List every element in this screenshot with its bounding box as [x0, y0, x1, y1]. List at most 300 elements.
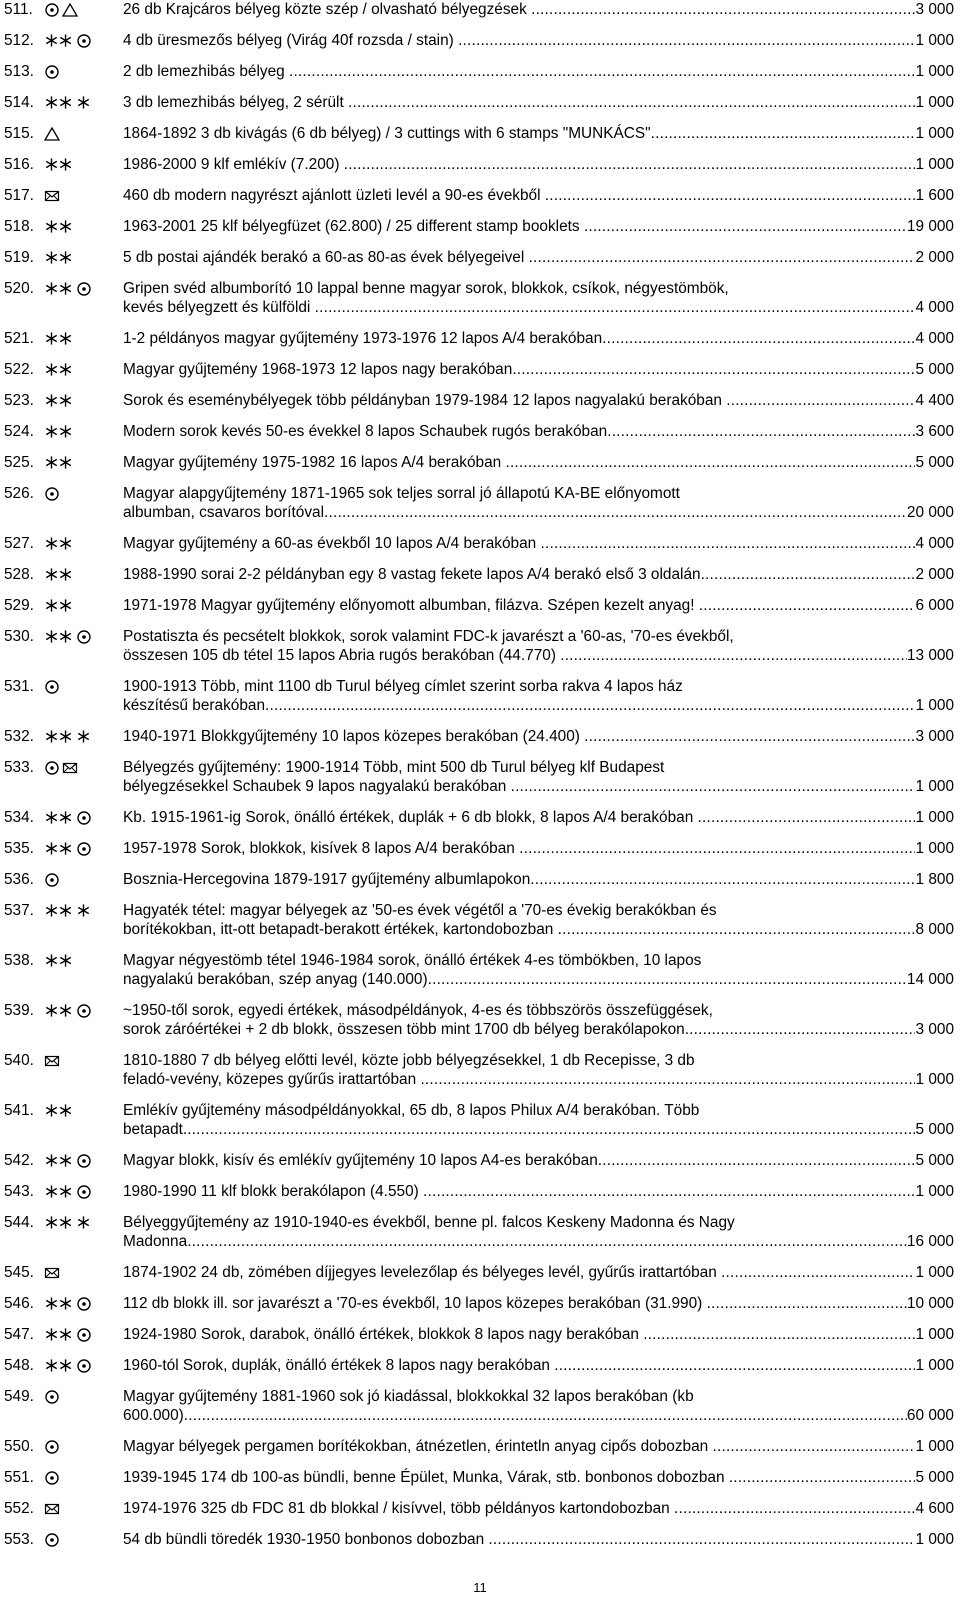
- lot-entry: [4, 329, 954, 348]
- dot-leader: [420, 1070, 915, 1089]
- condition-icons: [44, 124, 123, 143]
- condition-icons: [44, 870, 123, 889]
- lot-number: 530.: [4, 628, 34, 645]
- dot-leader: [519, 839, 915, 858]
- lot-entry: [4, 901, 954, 939]
- dot-leader: [545, 186, 916, 205]
- starting-price: 1 000: [915, 1264, 954, 1281]
- lot-number: 547.: [4, 1326, 34, 1343]
- starting-price: 2 000: [915, 566, 954, 583]
- dot-leader: [707, 1294, 907, 1313]
- lot-description-text: 112 db blokk ill. sor javarészt a '70-es évekből, 10 lapos közepes berakóban (31.990): [123, 1295, 707, 1312]
- starting-price: 1 000: [915, 1326, 954, 1343]
- dot-leader: [602, 329, 915, 348]
- star-icon: [76, 729, 91, 744]
- condition-icons: [44, 808, 123, 827]
- dot-leader: [643, 1325, 915, 1344]
- sun-icon: [76, 1184, 92, 1200]
- lot-number: 517.: [4, 187, 34, 204]
- double-star-icon: [44, 903, 74, 918]
- double-star-icon: [44, 331, 74, 346]
- lot-description-line: 1810-1880 7 db bélyeg előtti levél, közte jobb bélyegzésekkel, 1 db Recepisse, 3 db: [123, 1052, 695, 1069]
- condition-icons: [44, 391, 123, 410]
- star-icon: [76, 1215, 91, 1230]
- lot-entry: [4, 951, 954, 989]
- starting-price: 1 000: [915, 1531, 954, 1548]
- lot-description: [123, 0, 954, 19]
- lot-entry: [4, 124, 954, 143]
- lot-description: [123, 1213, 954, 1251]
- starting-price: 20 000: [906, 504, 954, 521]
- lot-description-text: 1971-1978 Magyar gyűjtemény előnyomott albumban, filázva. Szépen kezelt anyag!: [123, 597, 699, 614]
- sun-icon: [44, 1389, 60, 1405]
- lot-description-line: Magyar alapgyűjtemény 1871-1965 sok teljes sorral jó állapotú KA-BE előnyomott: [123, 485, 680, 502]
- dot-leader: [505, 453, 915, 472]
- lot-number: 550.: [4, 1438, 34, 1455]
- starting-price: 60 000: [906, 1407, 954, 1424]
- lot-description: [123, 1530, 954, 1549]
- lot-number: 522.: [4, 361, 34, 378]
- double-star-icon: [44, 729, 74, 744]
- lot-number: 539.: [4, 1002, 34, 1019]
- lot-entry: [4, 1213, 954, 1251]
- lot-number: 543.: [4, 1183, 34, 1200]
- starting-price: 13 000: [906, 647, 954, 664]
- lot-description-text: albumban, csavaros borítóval: [123, 504, 325, 521]
- lot-number: 528.: [4, 566, 34, 583]
- lot-entry: [4, 1437, 954, 1456]
- lot-description-text: 2 db lemezhibás bélyeg: [123, 63, 289, 80]
- starting-price: 8 000: [915, 921, 954, 938]
- starting-price: 1 000: [915, 1071, 954, 1088]
- star-icon: [76, 95, 91, 110]
- lot-number: 541.: [4, 1102, 34, 1119]
- lot-number: 529.: [4, 597, 34, 614]
- dot-leader: [685, 1020, 916, 1039]
- lot-description: [123, 62, 954, 81]
- lot-description-text: 5 db postai ajándék berakó a 60-as 80-as évek bélyegeivel: [123, 249, 529, 266]
- sun-icon: [44, 2, 60, 18]
- condition-icons: [44, 217, 123, 236]
- dot-leader: [558, 920, 916, 939]
- lot-description-text: 460 db modern nagyrészt ajánlott üzleti levél a 90-es évekből: [123, 187, 545, 204]
- condition-icons: [44, 1151, 123, 1170]
- starting-price: 1 600: [915, 187, 954, 204]
- lot-description: [123, 808, 954, 827]
- lot-description-text: 54 db bündli töredék 1930-1950 bonbonos dobozban: [123, 1531, 489, 1548]
- lot-description-text: 4 db üresmezős bélyeg (Virág 40f rozsda / stain): [123, 32, 459, 49]
- starting-price: 1 000: [915, 156, 954, 173]
- starting-price: 6 000: [915, 597, 954, 614]
- lot-description-text: 1939-1945 174 db 100-as bündli, benne Épület, Munka, Várak, stb. bonbonos dobozban: [123, 1469, 729, 1486]
- condition-icons: [44, 248, 123, 267]
- lot-number: 549.: [4, 1388, 34, 1405]
- condition-icons: [44, 1325, 123, 1344]
- lot-entry: [4, 565, 954, 584]
- lot-description-text: sorok záróértékei + 2 db blokk, összesen több mint 1700 db bélyeg berakólapokon: [123, 1021, 685, 1038]
- starting-price: 5 000: [915, 1469, 954, 1486]
- lot-number: 535.: [4, 840, 34, 857]
- lot-description: [123, 124, 954, 143]
- double-star-icon: [44, 841, 74, 856]
- double-star-icon: [44, 219, 74, 234]
- lot-entry: [4, 0, 954, 19]
- starting-price: 1 000: [915, 840, 954, 857]
- sun-icon: [44, 679, 60, 695]
- starting-price: 5 000: [915, 454, 954, 471]
- lot-description: [123, 1151, 954, 1170]
- lot-description-line: Bélyegzés gyűjtemény: 1900-1914 Több, mint 500 db Turul bélyeg klf Budapest: [123, 759, 665, 776]
- lot-description-line: Emlékív gyűjtemény másodpéldányokkal, 65 db, 8 lapos Philux A/4 berakóban. Több: [123, 1102, 700, 1119]
- lot-description-text: Modern sorok kevés 50-es évekkel 8 lapos Schaubek rugós berakóban: [123, 423, 608, 440]
- condition-icons: [44, 422, 123, 441]
- lot-description-text: 1988-1990 sorai 2-2 példányban egy 8 vastag fekete lapos A/4 berakó első 3 oldalán: [123, 566, 701, 583]
- lot-description: [123, 329, 954, 348]
- double-star-icon: [44, 157, 74, 172]
- lot-number: 534.: [4, 809, 34, 826]
- lot-number: 519.: [4, 249, 34, 266]
- condition-icons: [44, 1182, 123, 1201]
- lot-description: [123, 534, 954, 553]
- lot-entry: [4, 31, 954, 50]
- lot-description: [123, 1182, 954, 1201]
- lot-entry: [4, 839, 954, 858]
- lot-description-text: Magyar bélyegek pergamen borítékokban, átnézetlen, érintetln anyag cipős dobozban: [123, 1438, 713, 1455]
- lot-entry: [4, 808, 954, 827]
- dot-leader: [541, 534, 916, 553]
- condition-icons: [44, 279, 123, 298]
- sun-icon: [44, 64, 60, 80]
- lot-entry: [4, 534, 954, 553]
- lot-number: 526.: [4, 485, 34, 502]
- envelope-icon: [62, 760, 78, 776]
- lot-number: 544.: [4, 1214, 34, 1231]
- dot-leader: [598, 1151, 916, 1170]
- sun-icon: [76, 281, 92, 297]
- double-star-icon: [44, 1184, 74, 1199]
- lot-entry: [4, 155, 954, 174]
- condition-icons: [44, 565, 123, 584]
- condition-icons: [44, 677, 123, 696]
- condition-icons: [44, 484, 123, 503]
- lot-description-text: betapadt.: [123, 1121, 188, 1138]
- starting-price: 5 000: [915, 1121, 954, 1138]
- sun-icon: [44, 872, 60, 888]
- lot-entry: [4, 1001, 954, 1039]
- double-star-icon: [44, 250, 74, 265]
- condition-icons: [44, 839, 123, 858]
- lot-description: [123, 677, 954, 715]
- lot-description-line: Hagyaték tétel: magyar bélyegek az '50-es évek végétől a '70-es évekig berakókban és: [123, 902, 717, 919]
- lot-number: 512.: [4, 32, 34, 49]
- dot-leader: [530, 870, 915, 889]
- condition-icons: [44, 1530, 123, 1549]
- lot-description: [123, 1001, 954, 1039]
- lot-description: [123, 839, 954, 858]
- condition-icons: [44, 951, 123, 970]
- lot-description: [123, 453, 954, 472]
- envelope-icon: [44, 1265, 60, 1281]
- dot-leader: [554, 1356, 915, 1375]
- starting-price: 2 000: [915, 249, 954, 266]
- lot-entry: [4, 627, 954, 665]
- starting-price: 4 000: [915, 535, 954, 552]
- star-icon: [76, 903, 91, 918]
- lot-description-text: 1-2 példányos magyar gyűjtemény 1973-1976 12 lapos A/4 berakóban: [123, 330, 603, 347]
- lot-entry: [4, 453, 954, 472]
- double-star-icon: [44, 362, 74, 377]
- lot-description: [123, 155, 954, 174]
- lot-description-text: nagyalakú berakóban, szép anyag (140.000): [123, 971, 428, 988]
- lot-description-text: összesen 105 db tétel 15 lapos Abria rugós berakóban (44.770): [123, 647, 561, 664]
- lot-entry: [4, 1294, 954, 1313]
- starting-price: 1 800: [915, 871, 954, 888]
- lot-entry: [4, 870, 954, 889]
- starting-price: 1 000: [915, 1357, 954, 1374]
- lot-number: 540.: [4, 1052, 34, 1069]
- double-star-icon: [44, 33, 74, 48]
- lot-number: 514.: [4, 94, 34, 111]
- lot-description-text: kevés bélyegzett és külföldi: [123, 299, 315, 316]
- sun-icon: [76, 810, 92, 826]
- triangle-icon: [62, 2, 78, 18]
- lot-description: [123, 31, 954, 50]
- sun-icon: [44, 486, 60, 502]
- double-star-icon: [44, 1358, 74, 1373]
- dot-leader: [187, 1232, 907, 1251]
- condition-icons: [44, 1437, 123, 1456]
- double-star-icon: [44, 1327, 74, 1342]
- starting-price: 1 000: [915, 1438, 954, 1455]
- double-star-icon: [44, 281, 74, 296]
- lot-description-text: 600.000): [123, 1407, 184, 1424]
- dot-leader: [713, 1437, 916, 1456]
- lot-description-line: ~1950-től sorok, egyedi értékek, másodpéldányok, 4-es és többszörös összefüggések,: [123, 1002, 713, 1019]
- condition-icons: [44, 453, 123, 472]
- lot-entry: [4, 391, 954, 410]
- lot-number: 532.: [4, 728, 34, 745]
- lot-entry: [4, 360, 954, 379]
- dot-leader: [458, 31, 915, 50]
- lot-number: 548.: [4, 1357, 34, 1374]
- sun-icon: [44, 1439, 60, 1455]
- dot-leader: [531, 0, 915, 19]
- starting-price: 19 000: [906, 218, 954, 235]
- lot-description-text: 1963-2001 25 klf bélyegfüzet (62.800) / 25 different stamp booklets: [123, 218, 584, 235]
- lot-description-line: Magyar négyestömb tétel 1946-1984 sorok, önálló értékek 4-es tömbökben, 10 lapos: [123, 952, 702, 969]
- lot-entry: [4, 217, 954, 236]
- starting-price: 1 000: [915, 697, 954, 714]
- double-star-icon: [44, 598, 74, 613]
- lot-description-text: készítésű berakóban: [123, 697, 266, 714]
- double-star-icon: [44, 953, 74, 968]
- starting-price: 1 000: [915, 125, 954, 142]
- lot-entry: [4, 596, 954, 615]
- lot-entry: [4, 484, 954, 522]
- condition-icons: [44, 901, 123, 920]
- lot-description: [123, 1387, 954, 1425]
- dot-leader: [560, 646, 907, 665]
- dot-leader: [607, 422, 915, 441]
- lot-description: [123, 422, 954, 441]
- lot-description-text: 3 db lemezhibás bélyeg, 2 sérült: [123, 94, 349, 111]
- lot-description: [123, 93, 954, 112]
- lot-number: 551.: [4, 1469, 34, 1486]
- double-star-icon: [44, 567, 74, 582]
- double-star-icon: [44, 1296, 74, 1311]
- lot-entry: [4, 93, 954, 112]
- condition-icons: [44, 360, 123, 379]
- lot-number: 523.: [4, 392, 34, 409]
- lot-description-text: Magyar blokk, kisív és emlékív gyűjtemény 10 lapos A4-es berakóban: [123, 1152, 598, 1169]
- lot-description: [123, 391, 954, 410]
- lot-description: [123, 596, 954, 615]
- lot-number: 531.: [4, 678, 34, 695]
- lot-entry: [4, 1356, 954, 1375]
- starting-price: 16 000: [906, 1233, 954, 1250]
- double-star-icon: [44, 393, 74, 408]
- starting-price: 5 000: [915, 1152, 954, 1169]
- double-star-icon: [44, 455, 74, 470]
- lot-description-line: Bélyeggyűjtemény az 1910-1940-es évekből, benne pl. falcos Keskeny Madonna és Nagy: [123, 1214, 735, 1231]
- condition-icons: [44, 727, 123, 746]
- lot-number: 521.: [4, 330, 34, 347]
- lot-description: [123, 627, 954, 665]
- starting-price: 3 000: [915, 1021, 954, 1038]
- starting-price: 4 000: [915, 299, 954, 316]
- condition-icons: [44, 62, 123, 81]
- lot-number: 537.: [4, 902, 34, 919]
- condition-icons: [44, 1468, 123, 1487]
- lot-entry: [4, 1530, 954, 1549]
- double-star-icon: [44, 629, 74, 644]
- lot-number: 546.: [4, 1295, 34, 1312]
- lot-number: 511.: [4, 1, 33, 18]
- lot-number: 536.: [4, 871, 34, 888]
- condition-icons: [44, 1294, 123, 1313]
- lot-description: [123, 484, 954, 522]
- dot-leader: [344, 155, 916, 174]
- dot-leader: [721, 1263, 915, 1282]
- lot-entry: [4, 758, 954, 796]
- dot-leader: [729, 1468, 916, 1487]
- lot-entry: [4, 677, 954, 715]
- condition-icons: [44, 534, 123, 553]
- condition-icons: [44, 93, 123, 112]
- dot-leader: [584, 727, 915, 746]
- lot-description: [123, 248, 954, 267]
- dot-leader: [512, 360, 915, 379]
- lot-number: 533.: [4, 759, 34, 776]
- lot-description-text: Madonna: [123, 1233, 188, 1250]
- lot-entry: [4, 1325, 954, 1344]
- lot-description: [123, 727, 954, 746]
- lot-number: 538.: [4, 952, 34, 969]
- sun-icon: [44, 1470, 60, 1486]
- double-star-icon: [44, 1215, 74, 1230]
- sun-icon: [44, 760, 60, 776]
- sun-icon: [76, 629, 92, 645]
- lot-description: [123, 1101, 954, 1139]
- lot-number: 513.: [4, 63, 34, 80]
- lot-entry: [4, 186, 954, 205]
- starting-price: 1 000: [915, 809, 954, 826]
- lot-entry: [4, 422, 954, 441]
- dot-leader: [289, 62, 916, 81]
- lot-number: 553.: [4, 1531, 34, 1548]
- lot-description-text: Sorok és eseménybélyegek több példányban 1979-1984 12 lapos nagyalakú berakóban: [123, 392, 727, 409]
- sun-icon: [76, 1153, 92, 1169]
- condition-icons: [44, 186, 123, 205]
- starting-price: 1 000: [915, 94, 954, 111]
- lot-entry: [4, 1051, 954, 1089]
- condition-icons: [44, 627, 123, 646]
- condition-icons: [44, 329, 123, 348]
- dot-leader: [584, 217, 907, 236]
- condition-icons: [44, 1263, 123, 1282]
- starting-price: 3 600: [915, 423, 954, 440]
- lot-description-text: 1960-tól Sorok, duplák, önálló értékek 8 lapos nagy berakóban: [123, 1357, 555, 1374]
- envelope-icon: [44, 1501, 60, 1517]
- dot-leader: [315, 298, 916, 317]
- lot-number: 545.: [4, 1264, 34, 1281]
- condition-icons: [44, 1001, 123, 1020]
- lot-description: [123, 870, 954, 889]
- lot-entry: [4, 1387, 954, 1425]
- double-star-icon: [44, 536, 74, 551]
- lot-entry: [4, 248, 954, 267]
- lot-entry: [4, 1151, 954, 1170]
- lot-description-text: Kb. 1915-1961-ig Sorok, önálló értékek, duplák + 6 db blokk, 8 lapos A/4 berakóban: [123, 809, 698, 826]
- sun-icon: [76, 33, 92, 49]
- lot-number: 525.: [4, 454, 34, 471]
- starting-price: 4 400: [915, 392, 954, 409]
- dot-leader: [674, 1499, 915, 1518]
- lot-description: [123, 1356, 954, 1375]
- lot-description: [123, 1294, 954, 1313]
- lot-description-text: 1974-1976 325 db FDC 81 db blokkal / kisívvel, több példányos kartondobozban: [123, 1500, 675, 1517]
- starting-price: 3 000: [915, 728, 954, 745]
- lot-number: 524.: [4, 423, 34, 440]
- lot-description: [123, 1325, 954, 1344]
- lot-description-text: 1924-1980 Sorok, darabok, önálló értékek, blokkok 8 lapos nagy berakóban: [123, 1326, 644, 1343]
- sun-icon: [76, 1327, 92, 1343]
- lot-entry: [4, 1101, 954, 1139]
- lot-description: [123, 217, 954, 236]
- lot-description-text: 1980-1990 11 klf blokk berakólapon (4.550): [123, 1183, 424, 1200]
- page-number: 11: [473, 1580, 487, 1595]
- lot-description-text: feladó-vevény, közepes gyűrűs irattartóban: [123, 1071, 421, 1088]
- dot-leader: [348, 93, 915, 112]
- dot-leader: [488, 1530, 915, 1549]
- lot-description: [123, 1468, 954, 1487]
- starting-price: 1 000: [915, 63, 954, 80]
- condition-icons: [44, 1101, 123, 1120]
- lot-number: 527.: [4, 535, 34, 552]
- lot-list: [4, 0, 954, 1561]
- lot-description-line: 1900-1913 Több, mint 1100 db Turul bélyeg címlet szerint sorba rakva 4 lapos ház: [123, 678, 683, 695]
- lot-number: 518.: [4, 218, 34, 235]
- lot-description-text: bélyegzésekkel Schaubek 9 lapos nagyalakú berakóban: [123, 778, 511, 795]
- lot-entry: [4, 1263, 954, 1282]
- lot-description-text: 1986-2000 9 klf emlékív (7.200): [123, 156, 344, 173]
- envelope-icon: [44, 188, 60, 204]
- sun-icon: [76, 1296, 92, 1312]
- lot-description-text: Magyar gyűjtemény a 60-as évekből 10 lapos A/4 berakóban: [123, 535, 541, 552]
- lot-description: [123, 758, 954, 796]
- lot-description-text: 1864-1892 3 db kivágás (6 db bélyeg) / 3 cuttings with 6 stamps "MUNKÁCS": [123, 125, 651, 142]
- condition-icons: [44, 1387, 123, 1406]
